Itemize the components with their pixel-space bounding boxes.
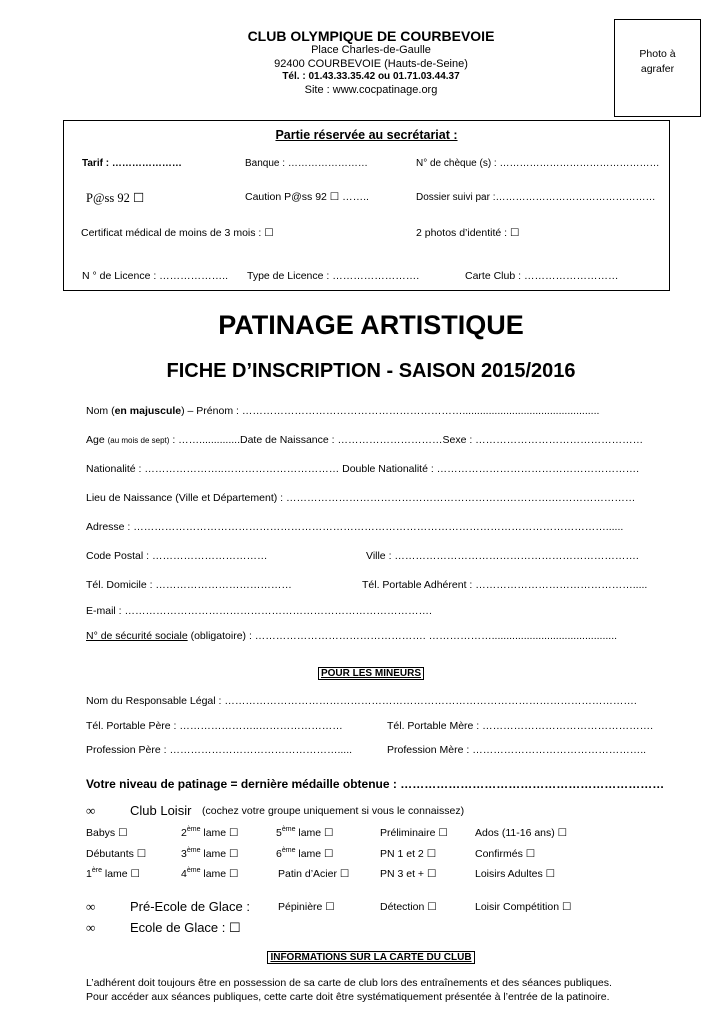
carte-title-wrap bbox=[0, 947, 724, 965]
photo-label-1: Photo à bbox=[639, 48, 676, 60]
infinity-bullet-icon: ∞ bbox=[86, 803, 96, 818]
option-confirmes[interactable]: Confirmés ☐ bbox=[475, 848, 536, 860]
option-pn3[interactable]: PN 3 et + ☐ bbox=[380, 868, 437, 880]
secretariat-dossier: Dossier suivi par :………………………………………… bbox=[416, 192, 656, 203]
photo-box bbox=[614, 19, 701, 117]
field-prof-pere[interactable]: Profession Père : …………………………………………..... bbox=[86, 744, 353, 756]
field-nom[interactable] bbox=[86, 405, 599, 417]
secretariat-licence: N ° de Licence : ……………….. bbox=[82, 270, 228, 282]
field-lieu-naissance[interactable]: Lieu de Naissance (Ville et Département) : ………………………………………………………………….…………………… bbox=[86, 492, 636, 504]
field-tel-domicile[interactable]: Tél. Domicile : ………………………………… bbox=[86, 579, 292, 591]
field-tel-portable[interactable]: Tél. Portable Adhérent : ………………………………………..... bbox=[362, 579, 648, 591]
secu-rest: (obligatoire) : …………………………………………. ………………........................................... bbox=[187, 630, 618, 642]
club-address-line1: Place Charles-de-Gaulle bbox=[311, 44, 431, 56]
field-code-postal[interactable]: Code Postal : …………………………… bbox=[86, 550, 268, 562]
carte-title: INFORMATIONS SUR LA CARTE DU CLUB bbox=[267, 951, 474, 964]
option-detection[interactable]: Détection ☐ bbox=[380, 901, 437, 913]
field-responsable[interactable]: Nom du Responsable Légal : ………………………………………………………………………………………………………. bbox=[86, 695, 637, 707]
field-niveau[interactable]: Votre niveau de patinage = dernière médaille obtenue : ………………………………………………………… bbox=[86, 777, 665, 791]
infinity-bullet-icon: ∞ bbox=[86, 899, 96, 914]
nom-prefix: Nom ( bbox=[86, 405, 115, 417]
secretariat-photos: 2 photos d’identité : ☐ bbox=[416, 227, 520, 239]
carte-text-line2: Pour accéder aux séances publiques, cette carte doit être systématiquement présentée à l’entrée de la patinoire. bbox=[86, 991, 610, 1003]
mineurs-title: POUR LES MINEURS bbox=[318, 667, 424, 680]
option-4eme-lame[interactable]: 4ème lame ☐ bbox=[181, 866, 239, 880]
secretariat-cheque: N° de chèque (s) : ………………………………………… bbox=[416, 158, 660, 169]
page-title: PATINAGE ARTISTIQUE bbox=[218, 310, 524, 340]
secretariat-carte-club: Carte Club : ……………………… bbox=[465, 270, 619, 282]
photo-label-2: agrafer bbox=[640, 63, 675, 75]
option-preliminaire[interactable]: Préliminaire ☐ bbox=[380, 827, 448, 839]
option-5eme-lame[interactable]: 5ème lame ☐ bbox=[276, 825, 334, 839]
pre-ecole-label: Pré-Ecole de Glace : bbox=[130, 899, 250, 914]
secretariat-box bbox=[63, 120, 670, 291]
option-pn1-2[interactable]: PN 1 et 2 ☐ bbox=[380, 848, 437, 860]
club-address-line2: 92400 COURBEVOIE (Hauts-de-Seine) bbox=[274, 58, 468, 70]
field-secu[interactable] bbox=[86, 630, 617, 642]
secretariat-certificat: Certificat médical de moins de 3 mois : ☐ bbox=[81, 227, 274, 239]
option-1ere-lame[interactable]: 1ère lame ☐ bbox=[86, 866, 140, 880]
option-pepiniere[interactable]: Pépinière ☐ bbox=[278, 901, 335, 913]
option-loisirs-adultes[interactable]: Loisirs Adultes ☐ bbox=[475, 868, 556, 880]
club-name: CLUB OLYMPIQUE DE COURBEVOIE bbox=[247, 28, 495, 44]
age-small: (au mois de sept) bbox=[107, 436, 170, 445]
option-ecole-glace[interactable]: Ecole de Glace : ☐ bbox=[130, 920, 241, 935]
field-ville[interactable]: Ville : ……………………………………………………………. bbox=[366, 550, 639, 562]
option-babys[interactable]: Babys ☐ bbox=[86, 827, 128, 839]
club-website: Site : www.cocpatinage.org bbox=[304, 84, 438, 96]
infinity-bullet-icon: ∞ bbox=[86, 920, 96, 935]
field-age[interactable] bbox=[86, 434, 643, 446]
secretariat-title: Partie réservée au secrétariat : bbox=[275, 128, 458, 142]
option-2eme-lame[interactable]: 2ème lame ☐ bbox=[181, 825, 239, 839]
field-adresse[interactable]: Adresse : ………………………………………………………………………………………………………………………...... bbox=[86, 521, 624, 533]
field-tel-pere[interactable]: Tél. Portable Père : …………………..…………………… bbox=[86, 720, 343, 732]
field-tel-mere[interactable]: Tél. Portable Mère : …………………………………………. bbox=[387, 720, 654, 732]
option-6eme-lame[interactable]: 6ème lame ☐ bbox=[276, 846, 334, 860]
option-ados[interactable]: Ados (11-16 ans) ☐ bbox=[475, 827, 568, 839]
secu-label: N° de sécurité sociale bbox=[86, 630, 188, 642]
club-loisir-label: Club Loisir bbox=[130, 803, 192, 818]
page-subtitle: FICHE D’INSCRIPTION - SAISON 2015/2016 bbox=[166, 360, 576, 382]
option-3eme-lame[interactable]: 3ème lame ☐ bbox=[181, 846, 239, 860]
club-phone: Tél. : 01.43.33.35.42 ou 01.71.03.44.37 bbox=[282, 71, 460, 82]
option-patin-acier[interactable]: Patin d’Acier ☐ bbox=[278, 868, 350, 880]
option-debutants[interactable]: Débutants ☐ bbox=[86, 848, 147, 860]
club-loisir-note: (cochez votre groupe uniquement si vous le connaissez) bbox=[202, 805, 465, 817]
field-nationalite[interactable]: Nationalité : …………………..…………………………… Double Nationalité : …………………………………………………. bbox=[86, 463, 640, 475]
carte-text-line1: L’adhérent doit toujours être en possession de sa carte de club lors des entraînements et des séances publiques. bbox=[86, 977, 612, 989]
field-prof-mere[interactable]: Profession Mère : ………………………………………….. bbox=[387, 744, 647, 756]
secretariat-pass: P@ss 92 ☐ bbox=[86, 191, 145, 205]
age-rest: : ……..............Date de Naissance : …………………………Sexe : ………………………………………… bbox=[169, 434, 644, 446]
age-label: Age bbox=[86, 434, 108, 446]
nom-bold: en majuscule bbox=[114, 405, 182, 417]
secretariat-banque: Banque : …………………… bbox=[245, 158, 368, 169]
option-loisir-competition[interactable]: Loisir Compétition ☐ bbox=[475, 901, 572, 913]
secretariat-type-licence: Type de Licence : ……………………. bbox=[247, 270, 420, 282]
nom-rest: ) – Prénom : ………………………………………………………............................................... bbox=[181, 405, 600, 417]
secretariat-tarif: Tarif : ………………… bbox=[82, 158, 182, 169]
field-email[interactable]: E-mail : ……………………………………………………………………………. bbox=[86, 605, 432, 617]
mineurs-title-wrap bbox=[0, 663, 724, 681]
secretariat-caution: Caution P@ss 92 ☐ …….. bbox=[245, 191, 369, 203]
